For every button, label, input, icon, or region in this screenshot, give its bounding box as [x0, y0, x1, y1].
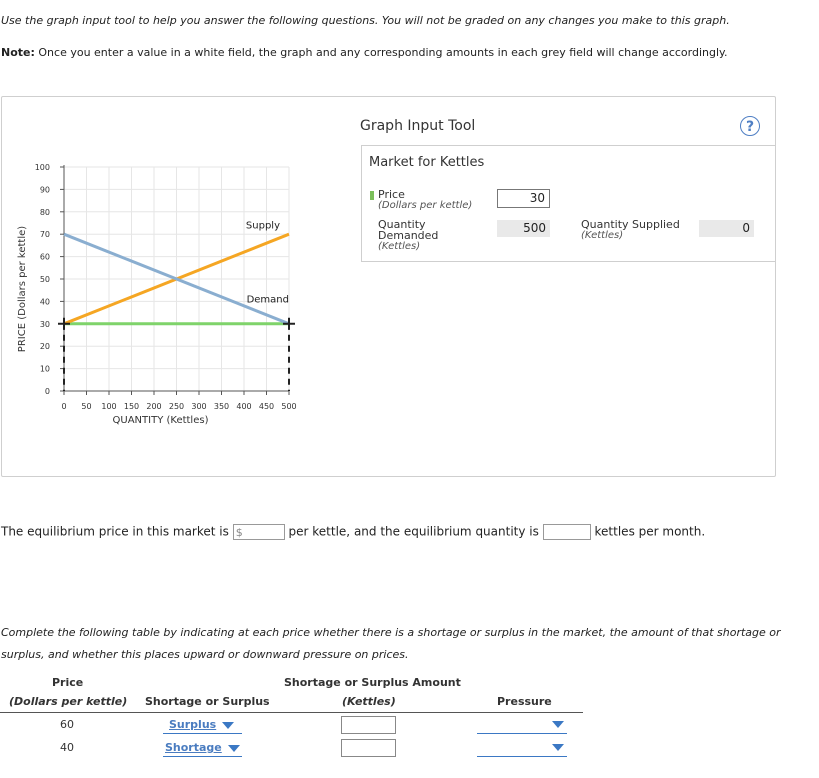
col-header-amount: Shortage or Surplus Amount: [284, 676, 461, 689]
x-tick-label: 150: [123, 402, 140, 411]
row-2-price: 40: [60, 741, 74, 754]
row-1-amount-input[interactable]: [341, 716, 396, 734]
y-tick-label: 50: [39, 275, 50, 284]
y-tick-label: 40: [39, 297, 50, 307]
y-tick-label: 10: [39, 364, 50, 374]
help-icon[interactable]: ?: [740, 116, 760, 136]
y-axis-label: PRICE (Dollars per kettle): [17, 225, 28, 353]
dollar-sign: $: [235, 526, 243, 539]
note-text: [1, 46, 727, 59]
price-input[interactable]: 30: [497, 189, 550, 208]
intro-text: Use the graph input tool to help you answer the following questions. You will not be graded on any changes you make to this graph.: [1, 14, 730, 27]
graph-tool-title: Graph Input Tool: [360, 118, 476, 134]
demand-label: Demand: [246, 294, 289, 306]
supply-label: Supply: [245, 220, 280, 232]
qs-label: Quantity Supplied: [581, 218, 680, 231]
row-2-pressure-dropdown[interactable]: [477, 739, 567, 757]
price-line-marker-icon: [370, 191, 374, 200]
row-1-pressure-underline: [477, 733, 567, 734]
chevron-down-icon: [228, 745, 240, 752]
row-2-shortage-surplus-dropdown[interactable]: Shortage: [165, 741, 240, 754]
x-tick-label: 300: [191, 402, 207, 411]
col-header-pressure: Pressure: [497, 695, 552, 708]
eq-text-before: The equilibrium price in this market is: [1, 524, 229, 539]
x-tick-label: 200: [146, 402, 162, 411]
x-tick-label: 400: [236, 402, 252, 411]
table-instructions: Complete the following table by indicating at each price whether there is a shortage or surplus in the market, the amount of that shortage or surplus, and whether this places upward or downward pressure on prices.: [1, 626, 781, 661]
y-tick-label: 100: [34, 163, 50, 172]
equilibrium-question: [1, 524, 705, 540]
x-tick-label: 0: [61, 402, 67, 411]
price-units: (Dollars per kettle): [378, 200, 473, 211]
row-1-pressure-dropdown[interactable]: [477, 716, 567, 734]
y-tick-label: 30: [39, 319, 50, 329]
quantity-demanded-value: 500: [497, 220, 550, 237]
row-2-pressure-underline: [477, 756, 567, 757]
chevron-down-icon: [552, 744, 564, 751]
y-tick-label: 90: [39, 185, 50, 195]
x-axis-label: QUANTITY (Kettles): [112, 415, 209, 426]
x-tick-label: 450: [258, 402, 275, 411]
y-tick-label: 80: [39, 207, 50, 217]
chevron-down-icon: [222, 722, 234, 729]
x-tick-label: 350: [213, 402, 230, 411]
col-header-shortage-surplus: Shortage or Surplus: [145, 695, 270, 708]
qd-label-line1: Quantity: [378, 218, 426, 231]
note-label: Note:: [1, 46, 35, 59]
equilibrium-quantity-input[interactable]: [543, 524, 591, 540]
y-tick-label: 70: [39, 230, 50, 240]
table-header-rule: [0, 712, 583, 713]
chevron-down-icon: [552, 721, 564, 728]
quantity-supplied-value: 0: [699, 220, 754, 237]
x-tick-label: 100: [101, 402, 117, 411]
y-tick-label: 20: [39, 342, 50, 352]
x-tick-label: 250: [168, 402, 185, 411]
row-1-ss-underline: [163, 733, 242, 734]
qd-label-line2: Demanded: [378, 229, 439, 242]
qs-units: (Kettles): [581, 230, 624, 241]
x-tick-label: 50: [81, 402, 92, 411]
note-body: Once you enter a value in a white field, the graph and any corresponding amounts in each grey field will change accordingly.: [34, 46, 728, 59]
y-tick-label: 60: [39, 252, 50, 262]
row-2-amount-input[interactable]: [341, 739, 396, 757]
col-header-amount-units: (Kettles): [342, 695, 396, 708]
price-quantity-chart: [10, 155, 310, 435]
qd-units: (Kettles): [378, 241, 421, 252]
price-label: Price: [378, 188, 405, 201]
price-handle-right-icon: [283, 318, 295, 330]
market-title: Market for Kettles: [369, 155, 485, 170]
x-tick-label: 500: [281, 402, 297, 411]
row-2-ss-underline: [163, 756, 242, 757]
row-1-price: 60: [60, 718, 74, 731]
price-handle-left-icon: [58, 318, 70, 330]
eq-text-after: kettles per month.: [594, 524, 706, 539]
col-header-price: Price: [52, 676, 84, 689]
equilibrium-price-input[interactable]: [233, 524, 285, 540]
chart-labels: [17, 163, 297, 426]
eq-text-middle: per kettle, and the equilibrium quantity is: [288, 524, 539, 539]
col-header-price-units: (Dollars per kettle): [9, 695, 128, 708]
row-1-shortage-surplus-dropdown[interactable]: Surplus: [169, 718, 234, 731]
y-tick-label: 0: [44, 387, 50, 396]
